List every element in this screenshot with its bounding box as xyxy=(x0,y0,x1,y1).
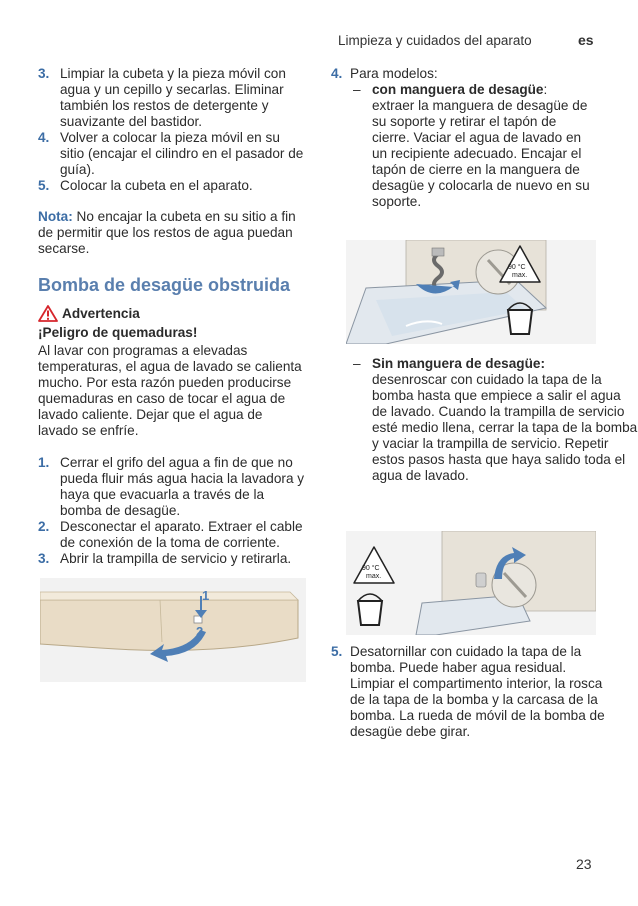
with-hose-item: – con manguera de desagüe: extraer la manguera de desagüe de su soporte y retirar el tapón de cierre. Vaciar el agua de lavado en un recipiente adecuado. Encajar el tapón de cierre en la manguera de desagüe y colocarla de nuevo en su soporte. xyxy=(353,82,590,209)
right-column xyxy=(331,66,597,210)
figure-label-2: 2 xyxy=(196,624,204,639)
page-number: 23 xyxy=(576,856,592,872)
warning-title: ¡Peligro de quemaduras! xyxy=(38,325,198,340)
with-hose-label: con manguera de desagüe xyxy=(372,82,544,97)
warning-heading xyxy=(38,305,306,322)
drain-hose-illustration xyxy=(346,240,596,344)
step-4-refit: 4. Volver a colocar la pieza móvil en su sitio (encajar el cilindro en el pasador de guía). xyxy=(38,130,304,177)
step-4-models: 4. Para modelos: xyxy=(331,66,438,81)
note-label: Nota: xyxy=(38,209,73,224)
language-code: es xyxy=(578,32,594,48)
bucket-icon-2 xyxy=(354,591,386,627)
step-5-insert: 5. Colocar la cubeta en el aparato. xyxy=(38,178,253,193)
without-hose-item: – Sin manguera de desagüe: desenroscar con cuidado la tapa de la bomba hasta que empiece a salir el agua de lavado. Cuando la trampilla de servicio esté medio llena, cerrar la tapa de la bomba y vaciar la trampilla de servicio. Repetir estos pasos hasta que haya salido toda el agua de lavado. xyxy=(353,356,638,483)
warning-label: Advertencia xyxy=(62,306,140,321)
without-hose-label: Sin manguera de desagüe: xyxy=(372,356,545,371)
without-hose-text: desenroscar con cuidado la tapa de la bomba hasta que empiece a salir el agua de lavado. Cuando la trampilla de servicio esté medio llena, cerrar la tapa de la bomba y vaciar la trampilla de servicio. Repetir estos pasos hasta que haya salido toda el agua de lavado. xyxy=(372,372,638,483)
bucket-icon xyxy=(504,300,536,336)
service-flap-illustration xyxy=(40,578,306,682)
section-title: Bomba de desagüe obstruida xyxy=(38,275,291,295)
note xyxy=(38,209,306,257)
figure-drain-hose xyxy=(346,240,596,344)
figure-open-service-flap xyxy=(40,578,306,682)
note-text: No encajar la cubeta en su sitio a fin de permitir que los restos de agua puedan secarse. xyxy=(38,209,296,256)
figure-pump-cover xyxy=(346,531,596,635)
left-column xyxy=(38,66,306,567)
temp-label-2: max. xyxy=(512,272,528,279)
step-3-clean: 3. Limpiar la cubeta y la pieza móvil con agua y un cepillo y secarlas. Eliminar también los restos de detergente y suavizante del bastidor. xyxy=(38,66,286,129)
temp-label-1b: 90 °C xyxy=(362,565,380,572)
temp-label-2b: max. xyxy=(366,573,382,580)
steps-bottom xyxy=(38,455,306,567)
temp-label-1: 90 °C xyxy=(508,264,526,271)
step-3-open-flap: 3. Abrir la trampilla de servicio y retirarla. xyxy=(38,551,292,566)
running-header: Limpieza y cuidados del aparato xyxy=(338,33,532,48)
step-5-unscrew: 5. Desatornillar con cuidado la tapa de la bomba. Puede haber agua residual. Limpiar el compartimento interior, la rosca de la tapa de la bomba y la carcasa de la bomba. La rueda de móvil de la bomba de desagüe debe girar. xyxy=(331,644,605,739)
step-1-close-tap: 1. Cerrar el grifo del agua a fin de que no pueda fluir más agua hacia la lavadora y haya que evacuarla a través de la bomba de desagüe. xyxy=(38,455,305,518)
warning-triangle-icon xyxy=(38,305,58,322)
step-2-disconnect: 2. Desconectar el aparato. Extraer el cable de conexión de la toma de corriente. xyxy=(38,519,303,550)
figure-label-1: 1 xyxy=(202,588,210,603)
with-hose-text: extraer la manguera de desagüe de su soporte y retirar el tapón de cierre. Vaciar el agua de lavado en un recipiente adecuado. Encajar el tapón de cierre en la manguera de desagüe y colocarla de nuevo en su soporte. xyxy=(372,98,590,209)
warning-text: Al lavar con programas a elevadas temperaturas, el agua de lavado se calienta mucho. Por esta razón pueden producirse quemaduras en caso de tocar el agua de lavado caliente. Dejar que el agua de lavado se enfríe. xyxy=(38,343,302,438)
